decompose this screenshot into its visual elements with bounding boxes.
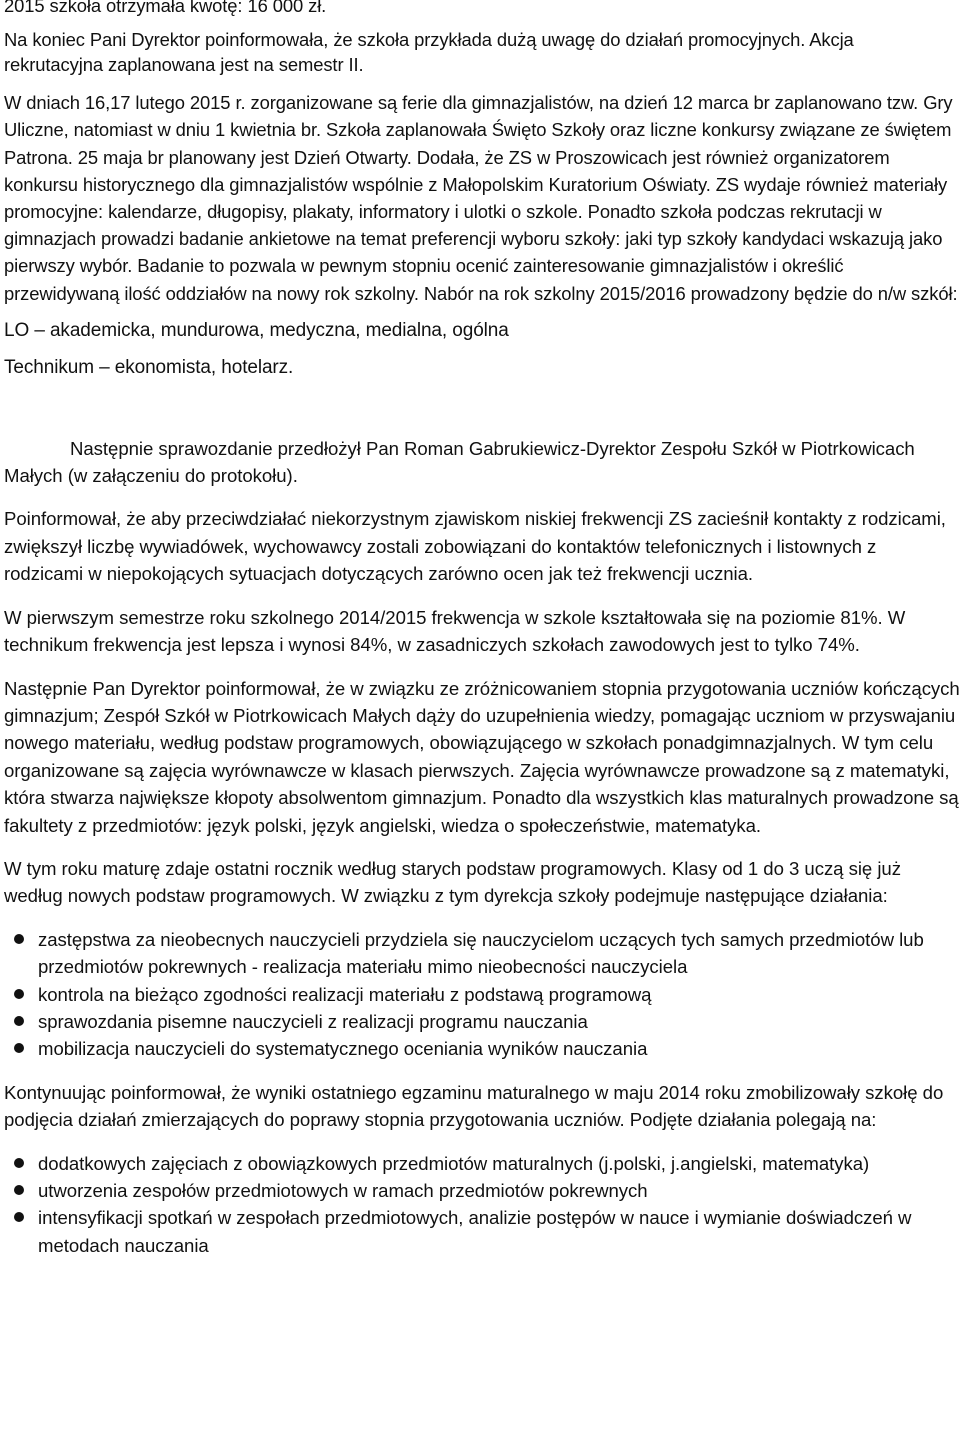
bullet-icon (14, 1016, 24, 1026)
line-technikum: Technikum – ekonomista, hotelarz. (4, 357, 294, 379)
bullet-icon (14, 934, 24, 944)
bullet-list-podjete (4, 1150, 960, 1260)
list-item: sprawozdania pisemne nauczycieli z realizacji programu nauczania (4, 1008, 960, 1035)
line-kwota: 2015 szkoła otrzymała kwotę: 16 000 zł. (4, 0, 327, 16)
list-item: intensyfikacji spotkań w zespołach przedmiotowych, analizie postępów w nauce i wymianie doświadczeń w metodach nauczania (4, 1204, 960, 1259)
paragraph-wyniki: Kontynuując poinformował, że wyniki ostatniego egzaminu maturalnego w maju 2014 roku zmobilizowały szkołę do podjęcia działań zmierzających do poprawy stopnia przygotowania uczniów. Podjęte działania polegają na: (4, 1081, 944, 1131)
bullet-icon (14, 1212, 24, 1222)
bullet-icon (14, 1043, 24, 1053)
paragraph-procent: W pierwszym semestrze roku szkolnego 2014/2015 frekwencja w szkole kształtowała się na poziomie 81%. W technikum frekwencja jest lepsza i wynosi 84%, w zasadniczych szkołach zawodowych jest to tylko 74%. (4, 606, 906, 656)
list-item: zastępstwa za nieobecnych nauczycieli przydziela się nauczycielom uczących tych samych przedmiotów lub przedmiotów pokrewnych - realizacja materiału mimo nieobecności nauczyciela (4, 926, 960, 981)
second-section (4, 435, 960, 1260)
paragraph-intro: Następnie sprawozdanie przedłożył Pan Roman Gabrukiewicz-Dyrektor Zespołu Szkół w Piotrkowicach Małych (w załączeniu do protokołu). (4, 437, 915, 487)
paragraph-matura: W tym roku maturę zdaje ostatni rocznik według starych podstaw programowych. Klasy od 1 do 3 uczą się już według nowych podstaw programowych. W związku z tym dyrekcja szkoły podejmuje następujące działania: (4, 857, 901, 907)
line-promocja: Na koniec Pani Dyrektor poinformowała, że szkoła przykłada dużą uwagę do działań promocyjnych. Akcja rekrutacyjna zaplanowana jest na semestr II. (4, 29, 854, 75)
bullet-icon (14, 989, 24, 999)
list-item: kontrola na bieżąco zgodności realizacji materiału z podstawą programową (4, 981, 960, 1008)
list-item: utworzenia zespołów przedmiotowych w ramach przedmiotów pokrewnych (4, 1177, 960, 1204)
line-lo: LO – akademicka, mundurowa, medyczna, medialna, ogólna (4, 319, 509, 341)
top-section (4, 0, 960, 381)
list-item: mobilizacja nauczycieli do systematycznego oceniania wyników nauczania (4, 1035, 960, 1062)
bullet-list-dzialania (4, 926, 960, 1063)
bullet-icon (14, 1185, 24, 1195)
paragraph-ferie: W dniach 16,17 lutego 2015 r. zorganizowane są ferie dla gimnazjalistów, na dzień 12 marca br zaplanowano tzw. Gry Uliczne, natomiast w dniu 1 kwietnia br. Szkoła zaplanowała Święto Szkoły oraz liczne konkursy związane ze świętem Patrona. 25 maja br planowany jest Dzień Otwarty. Dodała, że ZS w Proszowicach jest również organizatorem konkursu historycznego dla gimnazjalistów wspólnie z Małopolskim Kuratorium Oświaty. ZS wydaje również materiały promocyjne: kalendarze, długopisy, plakaty, informatory i ulotki o szkole. Ponadto szkoła podczas rekrutacji w gimnazjach prowadzi badanie ankietowe na temat preferencji wyboru szkoły: jaki typ szkoły kandydaci wskazują jako pierwszy wybór. Badanie to pozwala w pewnym stopniu ocenić zainteresowanie gimnazjalistów i określić przewidywaną ilość oddziałów na nowy rok szkolny. Nabór na rok szkolny 2015/2016 prowadzony będzie do n/w szkół: (4, 92, 958, 304)
list-item: dodatkowych zajęciach z obowiązkowych przedmiotów maturalnych (j.polski, j.angielski, matematyka) (4, 1150, 960, 1177)
paragraph-roznice: Następnie Pan Dyrektor poinformował, że w związku ze zróżnicowaniem stopnia przygotowania uczniów kończących gimnazjum; Zespół Szkół w Piotrkowicach Małych dąży do uzupełnienia wiedzy, pomagając uczniom w przyswajaniu nowego materiału, według podstaw programowych, obowiązującego w szkołach ponadgimnazjalnych. W tym celu organizowane są zajęcia wyrównawcze w klasach pierwszych. Zajęcia wyrównawcze prowadzone są z matematyki, która stwarza największe kłopoty absolwentom gimnazjum. Ponadto dla wszystkich klas maturalnych prowadzone są fakultety z przedmiotów: język polski, język angielski, wiedza o społeczeństwie, matematyka. (4, 677, 960, 836)
paragraph-frekwencja: Poinformował, że aby przeciwdziałać niekorzystnym zjawiskom niskiej frekwencji ZS zacieśnił kontakty z rodzicami, zwiększył liczbę wywiadówek, wychowawcy zostali zobowiązani do kontaktów telefonicznych i listownych z rodzicami w niepokojących sytuacjach dotyczących zarówno ocen jak też frekwencji ucznia. (4, 508, 946, 585)
bullet-icon (14, 1158, 24, 1168)
